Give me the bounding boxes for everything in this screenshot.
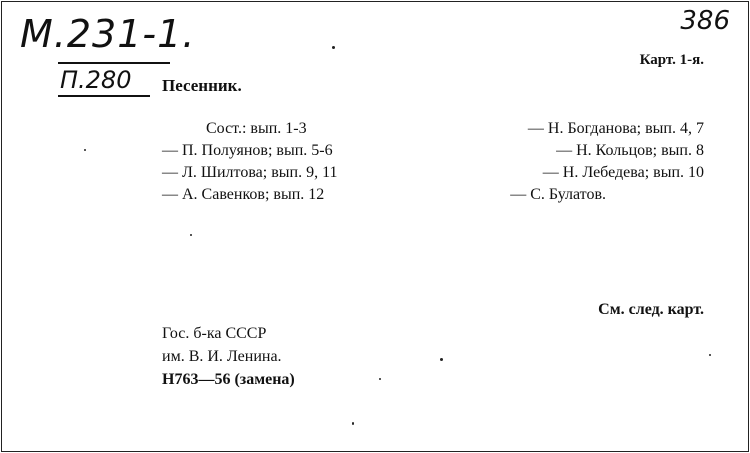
library-order-number: Н763—56 (замена) [162,371,295,388]
compiler-line: — А. Савенков; вып. 12 [162,186,325,203]
call-number-underline [58,95,150,97]
scan-speck [352,422,354,425]
scan-speck [440,358,443,361]
call-number-underline [58,62,170,64]
handwritten-call-number-2: П.280 [60,66,132,94]
compiler-line: — Н. Богданова; вып. 4, 7 [527,120,704,137]
handwritten-call-number-1: М.231-1. [20,12,196,56]
library-line: им. В. И. Ленина. [162,348,282,365]
card-number: Карт. 1-я. [639,52,704,68]
see-next-card-note: См. след. карт. [598,301,704,318]
scan-speck [190,234,192,236]
scan-speck [709,354,711,356]
compiler-line: Сост.: вып. 1-3 [206,120,307,137]
compiler-line: — П. Полуянов; вып. 5-6 [162,142,333,159]
library-line: Гос. б-ка СССР [162,325,267,342]
handwritten-page-number: 386 [680,6,730,36]
compiler-line: — Н. Лебедева; вып. 10 [542,164,704,181]
compilers-left-column [162,118,337,206]
library-imprint [162,322,295,391]
scan-speck [84,149,86,151]
scan-speck [379,378,381,380]
scan-speck [332,46,335,49]
compiler-line: — Н. Кольцов; вып. 8 [556,142,704,159]
card-title: Песенник. [162,76,242,95]
compiler-line: — Л. Шилтова; вып. 9, 11 [162,164,338,181]
compiler-line: — С. Булатов. [510,186,606,203]
compilers-right-column [510,118,704,206]
catalog-card [1,1,749,452]
